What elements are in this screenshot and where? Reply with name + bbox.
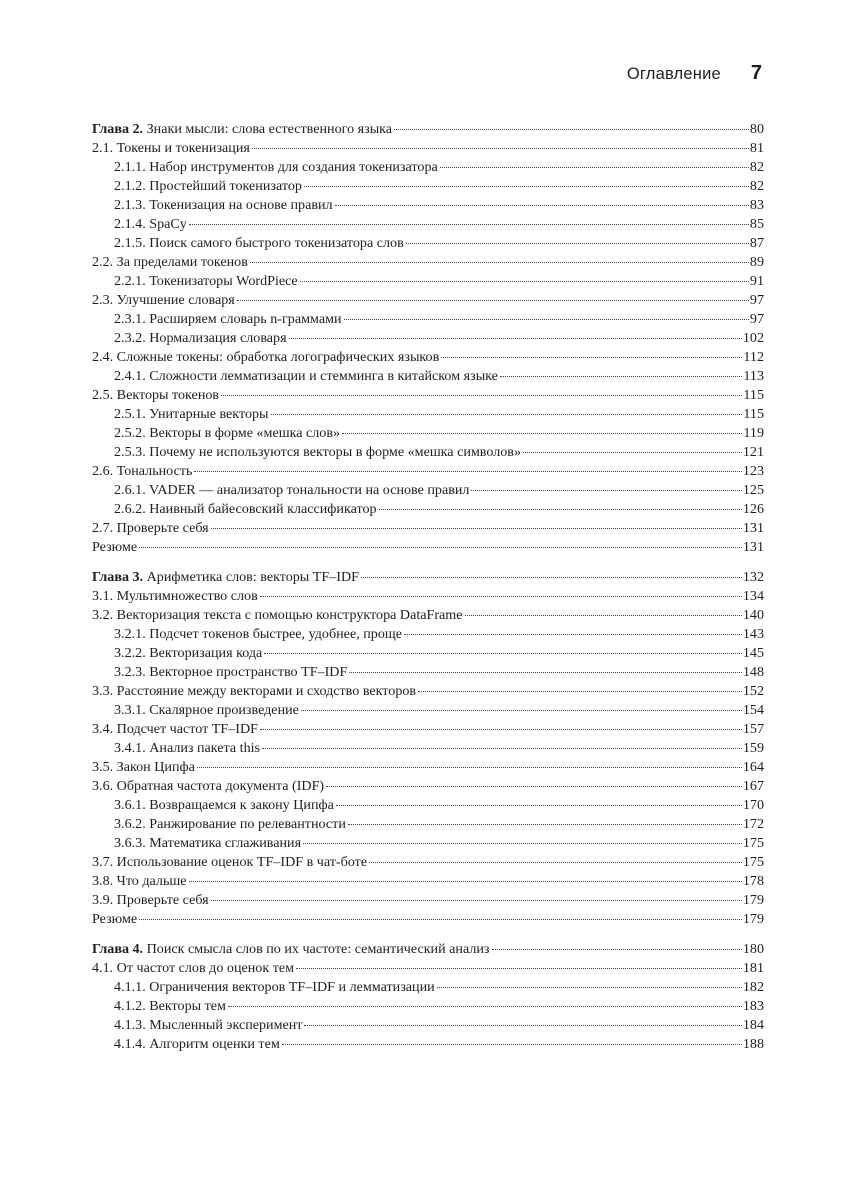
entry-page-number: 182 xyxy=(742,979,764,995)
dot-leader xyxy=(465,615,742,616)
entry-page-number: 82 xyxy=(749,178,764,194)
entry-title: 4.1.3. Мысленный эксперимент xyxy=(114,1017,303,1033)
entry-page-number: 178 xyxy=(742,873,764,889)
section-entry[interactable] xyxy=(92,682,764,701)
entry-title: 2.2. За пределами токенов xyxy=(92,254,248,270)
dot-leader xyxy=(282,1044,742,1045)
dot-leader xyxy=(440,167,749,168)
dot-leader xyxy=(500,376,742,377)
entry-title: 3.1. Мультимножество слов xyxy=(92,588,258,604)
dot-leader xyxy=(260,596,742,597)
dot-leader xyxy=(369,862,742,863)
entry-page-number: 112 xyxy=(743,349,764,365)
entry-page-number: 183 xyxy=(742,998,764,1014)
entry-page-number: 154 xyxy=(742,702,764,718)
section-entry[interactable] xyxy=(92,959,764,978)
chapter-label: Глава 4. xyxy=(92,941,144,957)
entry-page-number: 131 xyxy=(742,520,764,536)
dot-leader xyxy=(437,987,742,988)
entry-title: 3.2. Векторизация текста с помощью конструктора DataFrame xyxy=(92,607,463,623)
dot-leader xyxy=(348,824,742,825)
entry-title: 3.4.1. Анализ пакета this xyxy=(114,740,261,756)
entry-title: 4.1.1. Ограничения векторов TF–IDF и лемматизации xyxy=(114,979,435,995)
dot-leader xyxy=(361,577,742,578)
entry-title: 3.5. Закон Ципфа xyxy=(92,759,195,775)
entry-page-number: 85 xyxy=(749,216,764,232)
entry-page-number: 91 xyxy=(749,273,764,289)
chapter-entry[interactable] xyxy=(92,120,764,139)
subsection-entry[interactable] xyxy=(92,310,764,329)
section-entry[interactable] xyxy=(92,348,764,367)
dot-leader xyxy=(271,414,743,415)
subsection-entry[interactable] xyxy=(92,367,764,386)
chapter-entry[interactable] xyxy=(92,568,764,587)
subsection-entry[interactable] xyxy=(92,644,764,663)
entry-title: 3.2.1. Подсчет токенов быстрее, удобнее, проще xyxy=(114,626,402,642)
dot-leader xyxy=(342,433,742,434)
entry-page-number: 179 xyxy=(742,911,764,927)
chapter-title-text: Знаки мысли: слова естественного языка xyxy=(146,121,393,137)
entry-title: 3.3.1. Скалярное произведение xyxy=(114,702,299,718)
chapter-title-text: Арифметика слов: векторы TF–IDF xyxy=(146,569,359,585)
subsection-entry[interactable] xyxy=(92,424,764,443)
dot-leader xyxy=(289,338,742,339)
entry-title: 2.6.1. VADER — анализатор тональности на основе правил xyxy=(114,482,470,498)
dot-leader xyxy=(404,634,742,635)
section-entry[interactable] xyxy=(92,910,764,929)
entry-page-number: 131 xyxy=(742,539,764,555)
entry-page-number: 148 xyxy=(742,664,764,680)
subsection-entry[interactable] xyxy=(92,196,764,215)
dot-leader xyxy=(194,471,741,472)
entry-title: 2.5. Векторы токенов xyxy=(92,387,220,403)
dot-leader xyxy=(237,300,749,301)
entry-title: 3.2.3. Векторное пространство TF–IDF xyxy=(114,664,348,680)
entry-page-number: 102 xyxy=(742,330,764,346)
dot-leader xyxy=(211,528,742,529)
entry-page-number: 167 xyxy=(742,778,764,794)
chapter-page-number: 80 xyxy=(749,121,764,137)
running-header xyxy=(627,62,762,85)
entry-page-number: 97 xyxy=(749,311,764,327)
entry-title: 2.1.1. Набор инструментов для создания токенизатора xyxy=(114,159,438,175)
dot-leader xyxy=(189,881,742,882)
dot-leader xyxy=(139,547,742,548)
dot-leader xyxy=(139,919,742,920)
subsection-entry[interactable] xyxy=(92,158,764,177)
section-entry[interactable] xyxy=(92,777,764,796)
entry-title: 3.6. Обратная частота документа (IDF) xyxy=(92,778,325,794)
dot-leader xyxy=(335,205,749,206)
dot-leader xyxy=(379,509,742,510)
chapter-label: Глава 3. xyxy=(92,569,144,585)
chapter-block xyxy=(92,568,764,929)
entry-page-number: 152 xyxy=(742,683,764,699)
subsection-entry[interactable] xyxy=(92,500,764,519)
section-entry[interactable] xyxy=(92,606,764,625)
chapter-title xyxy=(92,940,490,959)
entry-page-number: 164 xyxy=(742,759,764,775)
subsection-entry[interactable] xyxy=(92,481,764,500)
entry-page-number: 188 xyxy=(742,1036,764,1052)
chapter-title-text: Поиск смысла слов по их частоте: семантический анализ xyxy=(146,941,490,957)
chapter-label: Глава 2. xyxy=(92,121,144,137)
dot-leader xyxy=(492,949,742,950)
section-entry[interactable] xyxy=(92,291,764,310)
subsection-entry[interactable] xyxy=(92,625,764,644)
entry-page-number: 145 xyxy=(742,645,764,661)
entry-page-number: 89 xyxy=(749,254,764,270)
entry-title: 4.1.2. Векторы тем xyxy=(114,998,226,1014)
table-of-contents xyxy=(92,120,764,1065)
entry-page-number: 97 xyxy=(749,292,764,308)
subsection-entry[interactable] xyxy=(92,978,764,997)
subsection-entry[interactable] xyxy=(92,443,764,462)
entry-page-number: 184 xyxy=(742,1017,764,1033)
entry-title: 2.5.1. Унитарные векторы xyxy=(114,406,269,422)
dot-leader xyxy=(300,281,749,282)
entry-page-number: 140 xyxy=(742,607,764,623)
dot-leader xyxy=(264,653,742,654)
entry-title: 2.4.1. Сложности лемматизации и стемминга в китайском языке xyxy=(114,368,498,384)
subsection-entry[interactable] xyxy=(92,815,764,834)
chapter-page-number: 132 xyxy=(742,569,764,585)
entry-page-number: 115 xyxy=(743,387,764,403)
entry-title: 2.6.2. Наивный байесовский классификатор xyxy=(114,501,377,517)
dot-leader xyxy=(228,1006,742,1007)
subsection-entry[interactable] xyxy=(92,234,764,253)
dot-leader xyxy=(303,843,742,844)
chapter-title xyxy=(92,568,359,587)
entry-title: 3.2.2. Векторизация кода xyxy=(114,645,263,661)
entry-title: 3.8. Что дальше xyxy=(92,873,187,889)
chapter-entry[interactable] xyxy=(92,940,764,959)
entry-title: 2.5.2. Векторы в форме «мешка слов» xyxy=(114,425,341,441)
entry-page-number: 119 xyxy=(743,425,764,441)
subsection-entry[interactable] xyxy=(92,663,764,682)
dot-leader xyxy=(471,490,741,491)
subsection-entry[interactable] xyxy=(92,405,764,424)
entry-title: 3.6.3. Математика сглаживания xyxy=(114,835,302,851)
subsection-entry[interactable] xyxy=(92,329,764,348)
dot-leader xyxy=(304,1025,741,1026)
entry-title: 2.1.4. SpaCy xyxy=(114,216,187,232)
chapter-page-number: 180 xyxy=(742,941,764,957)
dot-leader xyxy=(523,452,742,453)
entry-page-number: 157 xyxy=(742,721,764,737)
section-entry[interactable] xyxy=(92,720,764,739)
entry-page-number: 143 xyxy=(742,626,764,642)
entry-page-number: 82 xyxy=(749,159,764,175)
dot-leader xyxy=(301,710,742,711)
dot-leader xyxy=(336,805,742,806)
section-entry[interactable] xyxy=(92,538,764,557)
entry-title: 2.3.2. Нормализация словаря xyxy=(114,330,287,346)
section-entry[interactable] xyxy=(92,462,764,481)
dot-leader xyxy=(418,691,742,692)
subsection-entry[interactable] xyxy=(92,739,764,758)
section-entry[interactable] xyxy=(92,519,764,538)
entry-title: 2.6. Тональность xyxy=(92,463,193,479)
entry-title: 3.9. Проверьте себя xyxy=(92,892,209,908)
section-entry[interactable] xyxy=(92,587,764,606)
dot-leader xyxy=(304,186,749,187)
dot-leader xyxy=(197,767,742,768)
chapter-block xyxy=(92,120,764,557)
dot-leader xyxy=(326,786,742,787)
section-entry[interactable] xyxy=(92,386,764,405)
subsection-entry[interactable] xyxy=(92,997,764,1016)
dot-leader xyxy=(260,729,742,730)
chapter-block xyxy=(92,940,764,1054)
entry-page-number: 134 xyxy=(742,588,764,604)
entry-page-number: 126 xyxy=(742,501,764,517)
dot-leader xyxy=(406,243,749,244)
entry-page-number: 83 xyxy=(749,197,764,213)
subsection-entry[interactable] xyxy=(92,272,764,291)
entry-title: 2.4. Сложные токены: обработка логографических языков xyxy=(92,349,440,365)
section-entry[interactable] xyxy=(92,758,764,777)
entry-page-number: 175 xyxy=(742,854,764,870)
entry-title: Резюме xyxy=(92,911,138,927)
dot-leader xyxy=(296,968,742,969)
dot-leader xyxy=(441,357,742,358)
dot-leader xyxy=(394,129,749,130)
entry-page-number: 87 xyxy=(749,235,764,251)
entry-page-number: 125 xyxy=(742,482,764,498)
entry-title: 3.4. Подсчет частот TF–IDF xyxy=(92,721,258,737)
subsection-entry[interactable] xyxy=(92,1016,764,1035)
entry-page-number: 123 xyxy=(742,463,764,479)
entry-title: 3.6.1. Возвращаемся к закону Ципфа xyxy=(114,797,334,813)
entry-title: 3.6.2. Ранжирование по релевантности xyxy=(114,816,346,832)
dot-leader xyxy=(250,262,749,263)
entry-title: 2.1.2. Простейший токенизатор xyxy=(114,178,302,194)
entry-title: 4.1. От частот слов до оценок тем xyxy=(92,960,295,976)
entry-page-number: 170 xyxy=(742,797,764,813)
entry-title: 2.3. Улучшение словаря xyxy=(92,292,235,308)
dot-leader xyxy=(189,224,749,225)
entry-page-number: 115 xyxy=(743,406,764,422)
entry-title: 3.7. Использование оценок TF–IDF в чат-боте xyxy=(92,854,368,870)
subsection-entry[interactable] xyxy=(92,796,764,815)
page-number: 7 xyxy=(750,62,762,84)
dot-leader xyxy=(252,148,749,149)
entry-title: Резюме xyxy=(92,539,138,555)
entry-title: 2.1.5. Поиск самого быстрого токенизатора слов xyxy=(114,235,404,251)
subsection-entry[interactable] xyxy=(92,834,764,853)
entry-title: 2.5.3. Почему не используются векторы в форме «мешка символов» xyxy=(114,444,522,460)
entry-title: 4.1.4. Алгоритм оценки тем xyxy=(114,1036,280,1052)
entry-title: 3.3. Расстояние между векторами и сходство векторов xyxy=(92,683,417,699)
entry-title: 2.1. Токены и токенизация xyxy=(92,140,250,156)
entry-page-number: 81 xyxy=(749,140,764,156)
subsection-entry[interactable] xyxy=(92,215,764,234)
dot-leader xyxy=(344,319,749,320)
entry-page-number: 179 xyxy=(742,892,764,908)
chapter-title xyxy=(92,120,392,139)
dot-leader xyxy=(211,900,742,901)
dot-leader xyxy=(262,748,742,749)
entry-title: 2.7. Проверьте себя xyxy=(92,520,209,536)
section-entry[interactable] xyxy=(92,139,764,158)
section-entry[interactable] xyxy=(92,872,764,891)
section-entry[interactable] xyxy=(92,853,764,872)
entry-title: 2.3.1. Расширяем словарь n-граммами xyxy=(114,311,342,327)
entry-title: 2.2.1. Токенизаторы WordPiece xyxy=(114,273,298,289)
entry-page-number: 181 xyxy=(742,960,764,976)
running-header-title: Оглавление xyxy=(626,65,721,83)
subsection-entry[interactable] xyxy=(92,177,764,196)
section-entry[interactable] xyxy=(92,253,764,272)
entry-title: 2.1.3. Токенизация на основе правил xyxy=(114,197,333,213)
dot-leader xyxy=(221,395,742,396)
subsection-entry[interactable] xyxy=(92,1035,764,1054)
subsection-entry[interactable] xyxy=(92,701,764,720)
entry-page-number: 175 xyxy=(742,835,764,851)
entry-page-number: 159 xyxy=(742,740,764,756)
entry-page-number: 172 xyxy=(742,816,764,832)
entry-page-number: 121 xyxy=(742,444,764,460)
section-entry[interactable] xyxy=(92,891,764,910)
entry-page-number: 113 xyxy=(743,368,764,384)
dot-leader xyxy=(349,672,742,673)
